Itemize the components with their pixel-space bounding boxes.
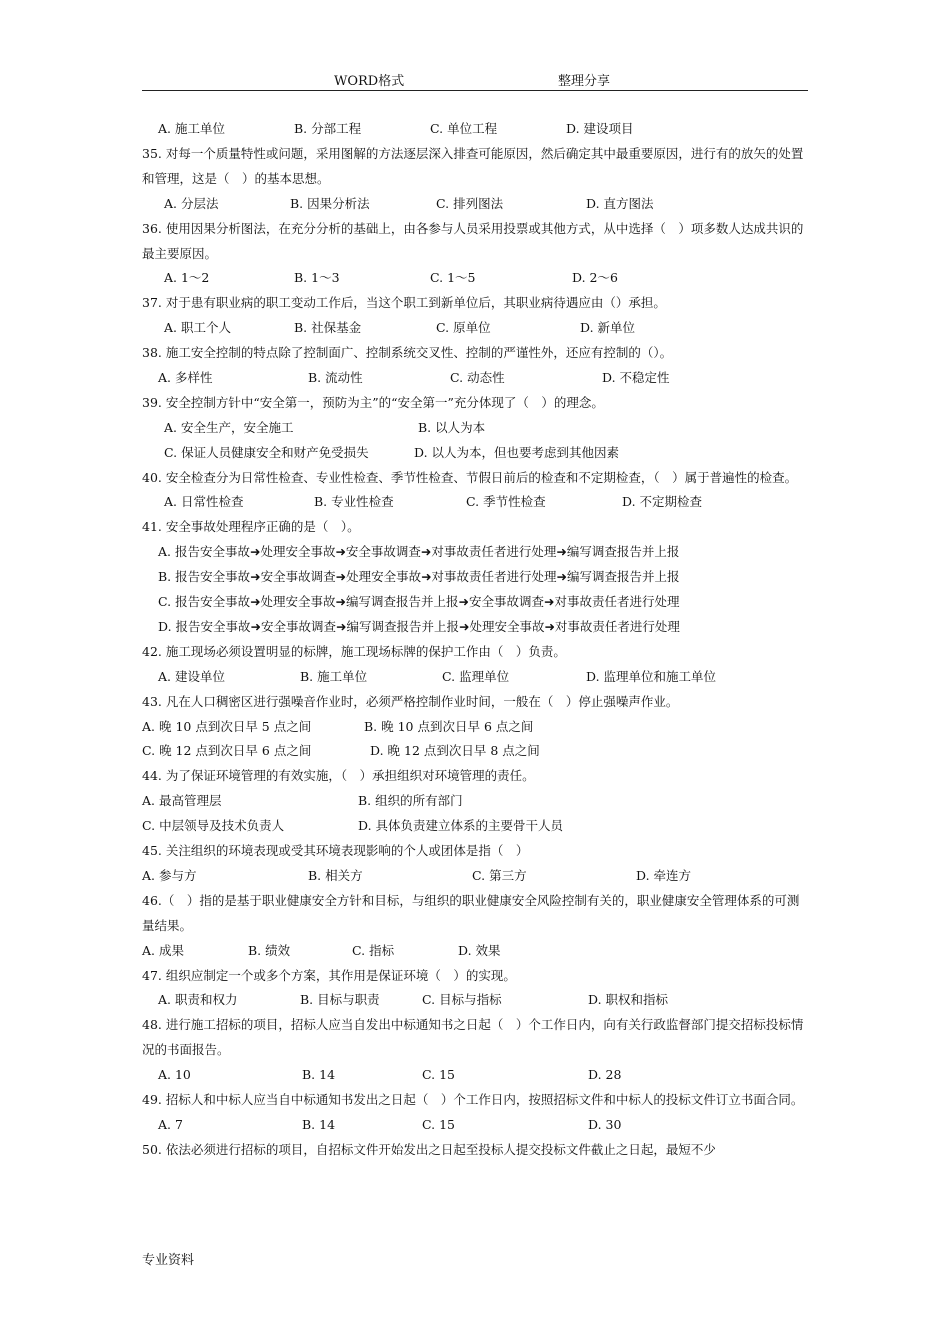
answer-option: B. 组织的所有部门 xyxy=(358,793,463,809)
answer-option: D. 直方图法 xyxy=(586,195,654,211)
answer-option: A. 多样性 xyxy=(158,370,213,385)
answer-option: A. 建设单位 xyxy=(158,668,225,684)
answer-option: A. 10 xyxy=(158,1067,191,1083)
answer-option: C. 监理单位 xyxy=(442,668,510,684)
option-row xyxy=(142,814,808,839)
answer-option: C. 15 xyxy=(422,1067,455,1083)
answer-option: A. 职责和权力 xyxy=(158,992,238,1008)
option-row xyxy=(142,615,808,640)
answer-option: A. 7 xyxy=(158,1116,183,1132)
answer-option: D. 牵连方 xyxy=(636,867,692,883)
question-list xyxy=(142,117,808,1163)
option-row xyxy=(142,988,808,1013)
question-text: 47. 组织应制定一个或多个方案，其作用是保证环境（ ）的实现。 xyxy=(142,967,516,983)
answer-option: C. 排列图法 xyxy=(436,195,504,211)
option-row xyxy=(142,590,808,615)
answer-option: D. 新单位 xyxy=(580,320,636,336)
answer-option: B. 晚 10 点到次日早 6 点之间 xyxy=(364,718,534,734)
question-text: 39. 安全控制方针中“安全第一，预防为主”的“安全第一”充分体现了（ ）的理念。 xyxy=(142,394,604,410)
question-text: 44. 为了保证环境管理的有效实施，（ ）承担组织对环境管理的责任。 xyxy=(142,768,535,784)
answer-option: B. 目标与职责 xyxy=(300,992,380,1008)
answer-option: B. 社保基金 xyxy=(294,320,362,336)
option-row xyxy=(142,739,808,764)
answer-option: C. 季节性检查 xyxy=(466,494,546,510)
question-text: 42. 施工现场必须设置明显的标牌，施工现场标牌的保护工作由（ ）负责。 xyxy=(142,643,566,659)
answer-option: B. 流动性 xyxy=(308,370,363,385)
answer-option: C. 第三方 xyxy=(472,867,527,883)
answer-option: A. 职工个人 xyxy=(164,320,231,336)
answer-option: B. 1～3 xyxy=(294,270,340,286)
option-row xyxy=(142,316,808,341)
page-header xyxy=(142,70,808,91)
answer-option: D. 28 xyxy=(588,1067,622,1083)
answer-option: A. 晚 10 点到次日早 5 点之间 xyxy=(142,718,312,734)
answer-option: C. 保证人员健康安全和财产免受损失 xyxy=(164,444,369,460)
answer-option: A. 报告安全事故➜处理安全事故➜安全事故调查➜对事故责任者进行处理➜编写调查报告并上报 xyxy=(158,544,680,560)
answer-option: B. 分部工程 xyxy=(294,121,362,136)
option-row xyxy=(142,366,808,391)
answer-option: B. 以人为本 xyxy=(418,419,486,435)
option-row xyxy=(142,1113,808,1138)
option-row xyxy=(142,939,808,964)
question-text: 48. 进行施工招标的项目，招标人应当自发出中标通知书之日起（ ）个工作日内，向有关行政监督部门提交招标投标情况的书面报告。 xyxy=(142,1017,804,1058)
question-text: 46.（ ）指的是基于职业健康安全方针和目标，与组织的职业健康安全风险控制有关的，职业健康安全管理体系的可测量结果。 xyxy=(142,892,800,933)
answer-option: A. 1～2 xyxy=(164,270,210,286)
answer-option: D. 报告安全事故➜安全事故调查➜编写调查报告并上报➜处理安全事故➜对事故责任者进行处理 xyxy=(158,618,680,634)
question-text: 41. 安全事故处理程序正确的是（ ）。 xyxy=(142,519,360,535)
answer-option: D. 具体负责建立体系的主要骨干人员 xyxy=(358,818,564,834)
question-text: 49. 招标人和中标人应当自中标通知书发出之日起（ ）个工作日内，按照招标文件和中标人的投标文件订立书面合同。 xyxy=(142,1092,804,1108)
question-text: 37. 对于患有职业病的职工变动工作后，当这个职工到新单位后，其职业病待遇应由（）承担。 xyxy=(142,295,666,311)
option-row xyxy=(142,266,808,291)
answer-option: D. 建设项目 xyxy=(566,121,634,136)
answer-option: D. 2～6 xyxy=(572,270,618,286)
answer-option: D. 不定期检查 xyxy=(622,494,703,510)
question-text: 43. 凡在人口稠密区进行强噪音作业时，必须严格控制作业时间，一般在（ ）停止强噪声作业。 xyxy=(142,693,679,709)
answer-option: C. 单位工程 xyxy=(430,121,498,136)
option-row xyxy=(142,441,808,466)
answer-option: C. 指标 xyxy=(352,942,395,958)
answer-option: B. 专业性检查 xyxy=(314,494,394,510)
option-row xyxy=(142,565,808,590)
answer-option: C. 15 xyxy=(422,1116,455,1132)
option-row xyxy=(142,715,808,740)
option-row xyxy=(142,192,808,217)
answer-option: C. 原单位 xyxy=(436,320,491,336)
answer-option: D. 不稳定性 xyxy=(602,370,670,385)
answer-option: B. 相关方 xyxy=(308,867,363,883)
answer-option: C. 报告安全事故➜处理安全事故➜编写调查报告并上报➜安全事故调查➜对事故责任者进行处理 xyxy=(158,594,680,610)
option-row xyxy=(142,540,808,565)
answer-option: D. 以人为本，但也要考虑到其他因素 xyxy=(414,444,620,460)
option-row xyxy=(142,1063,808,1088)
option-row xyxy=(142,864,808,889)
answer-option: A. 参与方 xyxy=(142,867,197,883)
header-right-text: 整理分享 xyxy=(558,74,611,89)
answer-option: D. 30 xyxy=(588,1116,622,1132)
option-row xyxy=(142,416,808,441)
option-row xyxy=(142,117,808,142)
answer-option: A. 施工单位 xyxy=(158,121,225,136)
header-left-text: WORD格式 xyxy=(334,74,405,89)
answer-option: C. 1～5 xyxy=(430,270,476,286)
option-row xyxy=(142,665,808,690)
answer-option: B. 绩效 xyxy=(248,942,291,958)
answer-option: C. 目标与指标 xyxy=(422,992,502,1008)
answer-option: C. 动态性 xyxy=(450,370,505,385)
answer-option: A. 最高管理层 xyxy=(142,793,222,809)
answer-option: A. 成果 xyxy=(142,942,184,958)
question-text: 45. 关注组织的环境表现或受其环境表现影响的个人或团体是指（ ） xyxy=(142,843,529,859)
answer-option: B. 施工单位 xyxy=(300,668,368,684)
option-row xyxy=(142,490,808,515)
answer-option: D. 职权和指标 xyxy=(588,992,669,1008)
question-text: 40. 安全检查分为日常性检查、专业性检查、季节性检查、节假日前后的检查和不定期检查，（ ）属于普遍性的检查。 xyxy=(142,469,798,485)
answer-option: B. 报告安全事故➜安全事故调查➜处理安全事故➜对事故责任者进行处理➜编写调查报告并上报 xyxy=(158,569,680,585)
question-text: 38. 施工安全控制的特点除了控制面广、控制系统交叉性、控制的严谨性外，还应有控制的（）。 xyxy=(142,345,673,361)
answer-option: A. 安全生产，安全施工 xyxy=(164,419,294,435)
answer-option: A. 日常性检查 xyxy=(164,494,244,510)
question-text: 50. 依法必须进行招标的项目，自招标文件开始发出之日起至投标人提交投标文件截止之日起，最短不少 xyxy=(142,1141,716,1157)
answer-option: B. 14 xyxy=(302,1116,336,1132)
question-text: 35. 对每一个质量特性或问题，采用图解的方法逐层深入排查可能原因，然后确定其中最重要原因，进行有的放矢的处置和管理，这是（ ）的基本思想。 xyxy=(142,145,804,186)
answer-option: B. 因果分析法 xyxy=(290,195,370,211)
answer-option: B. 14 xyxy=(302,1067,336,1083)
answer-option: C. 晚 12 点到次日早 6 点之间 xyxy=(142,743,312,759)
option-row xyxy=(142,789,808,814)
answer-option: D. 监理单位和施工单位 xyxy=(586,668,717,684)
answer-option: D. 晚 12 点到次日早 8 点之间 xyxy=(370,743,540,759)
answer-option: D. 效果 xyxy=(458,942,501,958)
answer-option: C. 中层领导及技术负责人 xyxy=(142,818,285,834)
page-footer: 专业资料 xyxy=(142,1253,195,1268)
question-text: 36. 使用因果分析图法，在充分分析的基础上，由各参与人员采用投票或其他方式，从中选择（ ）项多数人达成共识的最主要原因。 xyxy=(142,220,804,261)
answer-option: A. 分层法 xyxy=(164,195,219,211)
